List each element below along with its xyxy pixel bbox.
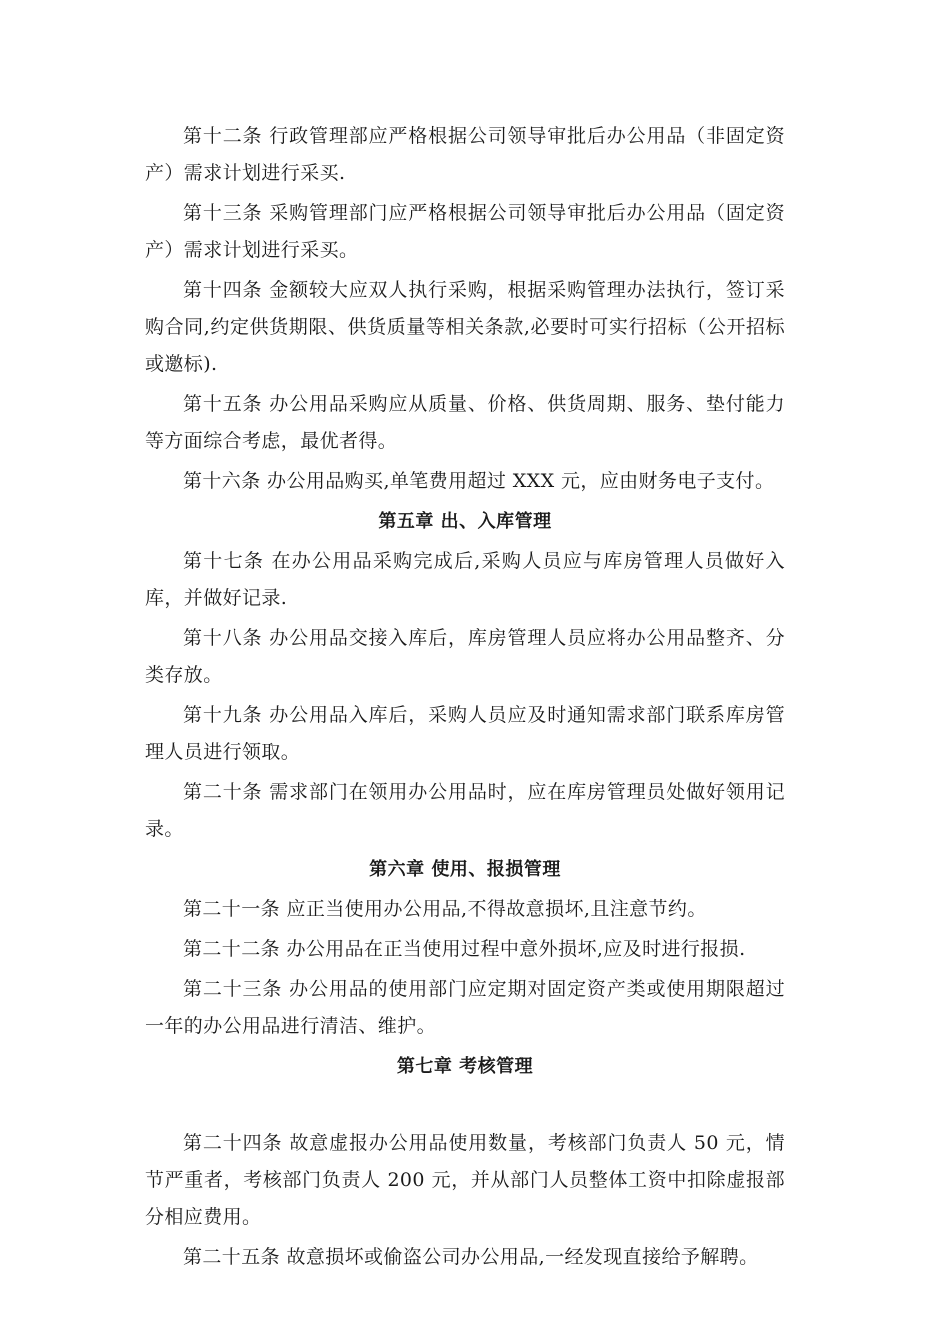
chapter-7-heading: 第七章 考核管理 [396,1056,534,1077]
article-12: 第十二条 行政管理部应严格根据公司领导审批后办公用品（非固定资产）需求计划进行采买. [145,125,785,184]
article-21: 第二十一条 应正当使用办公用品,不得故意损坏,且注意节约。 [183,898,707,920]
article-15: 第十五条 办公用品采购应从质量、价格、供货周期、服务、垫付能力等方面综合考虑，最优者得。 [145,393,785,452]
article-23: 第二十三条 办公用品的使用部门应定期对固定资产类或使用期限超过一年的办公用品进行清洁、维护。 [145,978,785,1037]
article-19: 第十九条 办公用品入库后，采购人员应及时通知需求部门联系库房管理人员进行领取。 [145,704,785,763]
article-22: 第二十二条 办公用品在正当使用过程中意外损坏,应及时进行报损. [183,938,746,960]
chapter-5-heading: 第五章 出、入库管理 [378,511,552,532]
chapter-6-heading: 第六章 使用、报损管理 [369,859,561,880]
blank-line [145,1088,785,1125]
article-25: 第二十五条 故意损坏或偷盗公司办公用品,一经发现直接给予解聘。 [183,1246,759,1268]
article-17: 第十七条 在办公用品采购完成后,采购人员应与库房管理人员做好入库，并做好记录. [145,550,785,609]
article-24: 第二十四条 故意虚报办公用品使用数量，考核部门负责人 50 元，情节严重者，考核部门负责人 200 元，并从部门人员整体工资中扣除虚报部分相应费用。 [145,1132,785,1228]
article-13: 第十三条 采购管理部门应严格根据公司领导审批后办公用品（固定资产）需求计划进行采买。 [145,202,785,261]
document-body [145,118,785,1279]
article-14: 第十四条 金额较大应双人执行采购，根据采购管理办法执行，签订采购合同,约定供货期限、供货质量等相关条款,必要时可实行招标（公开招标或邀标). [145,279,785,375]
article-20: 第二十条 需求部门在领用办公用品时，应在库房管理员处做好领用记录。 [145,781,785,840]
article-18: 第十八条 办公用品交接入库后，库房管理人员应将办公用品整齐、分类存放。 [145,627,785,686]
article-16: 第十六条 办公用品购买,单笔费用超过 XXX 元，应由财务电子支付。 [183,470,775,492]
